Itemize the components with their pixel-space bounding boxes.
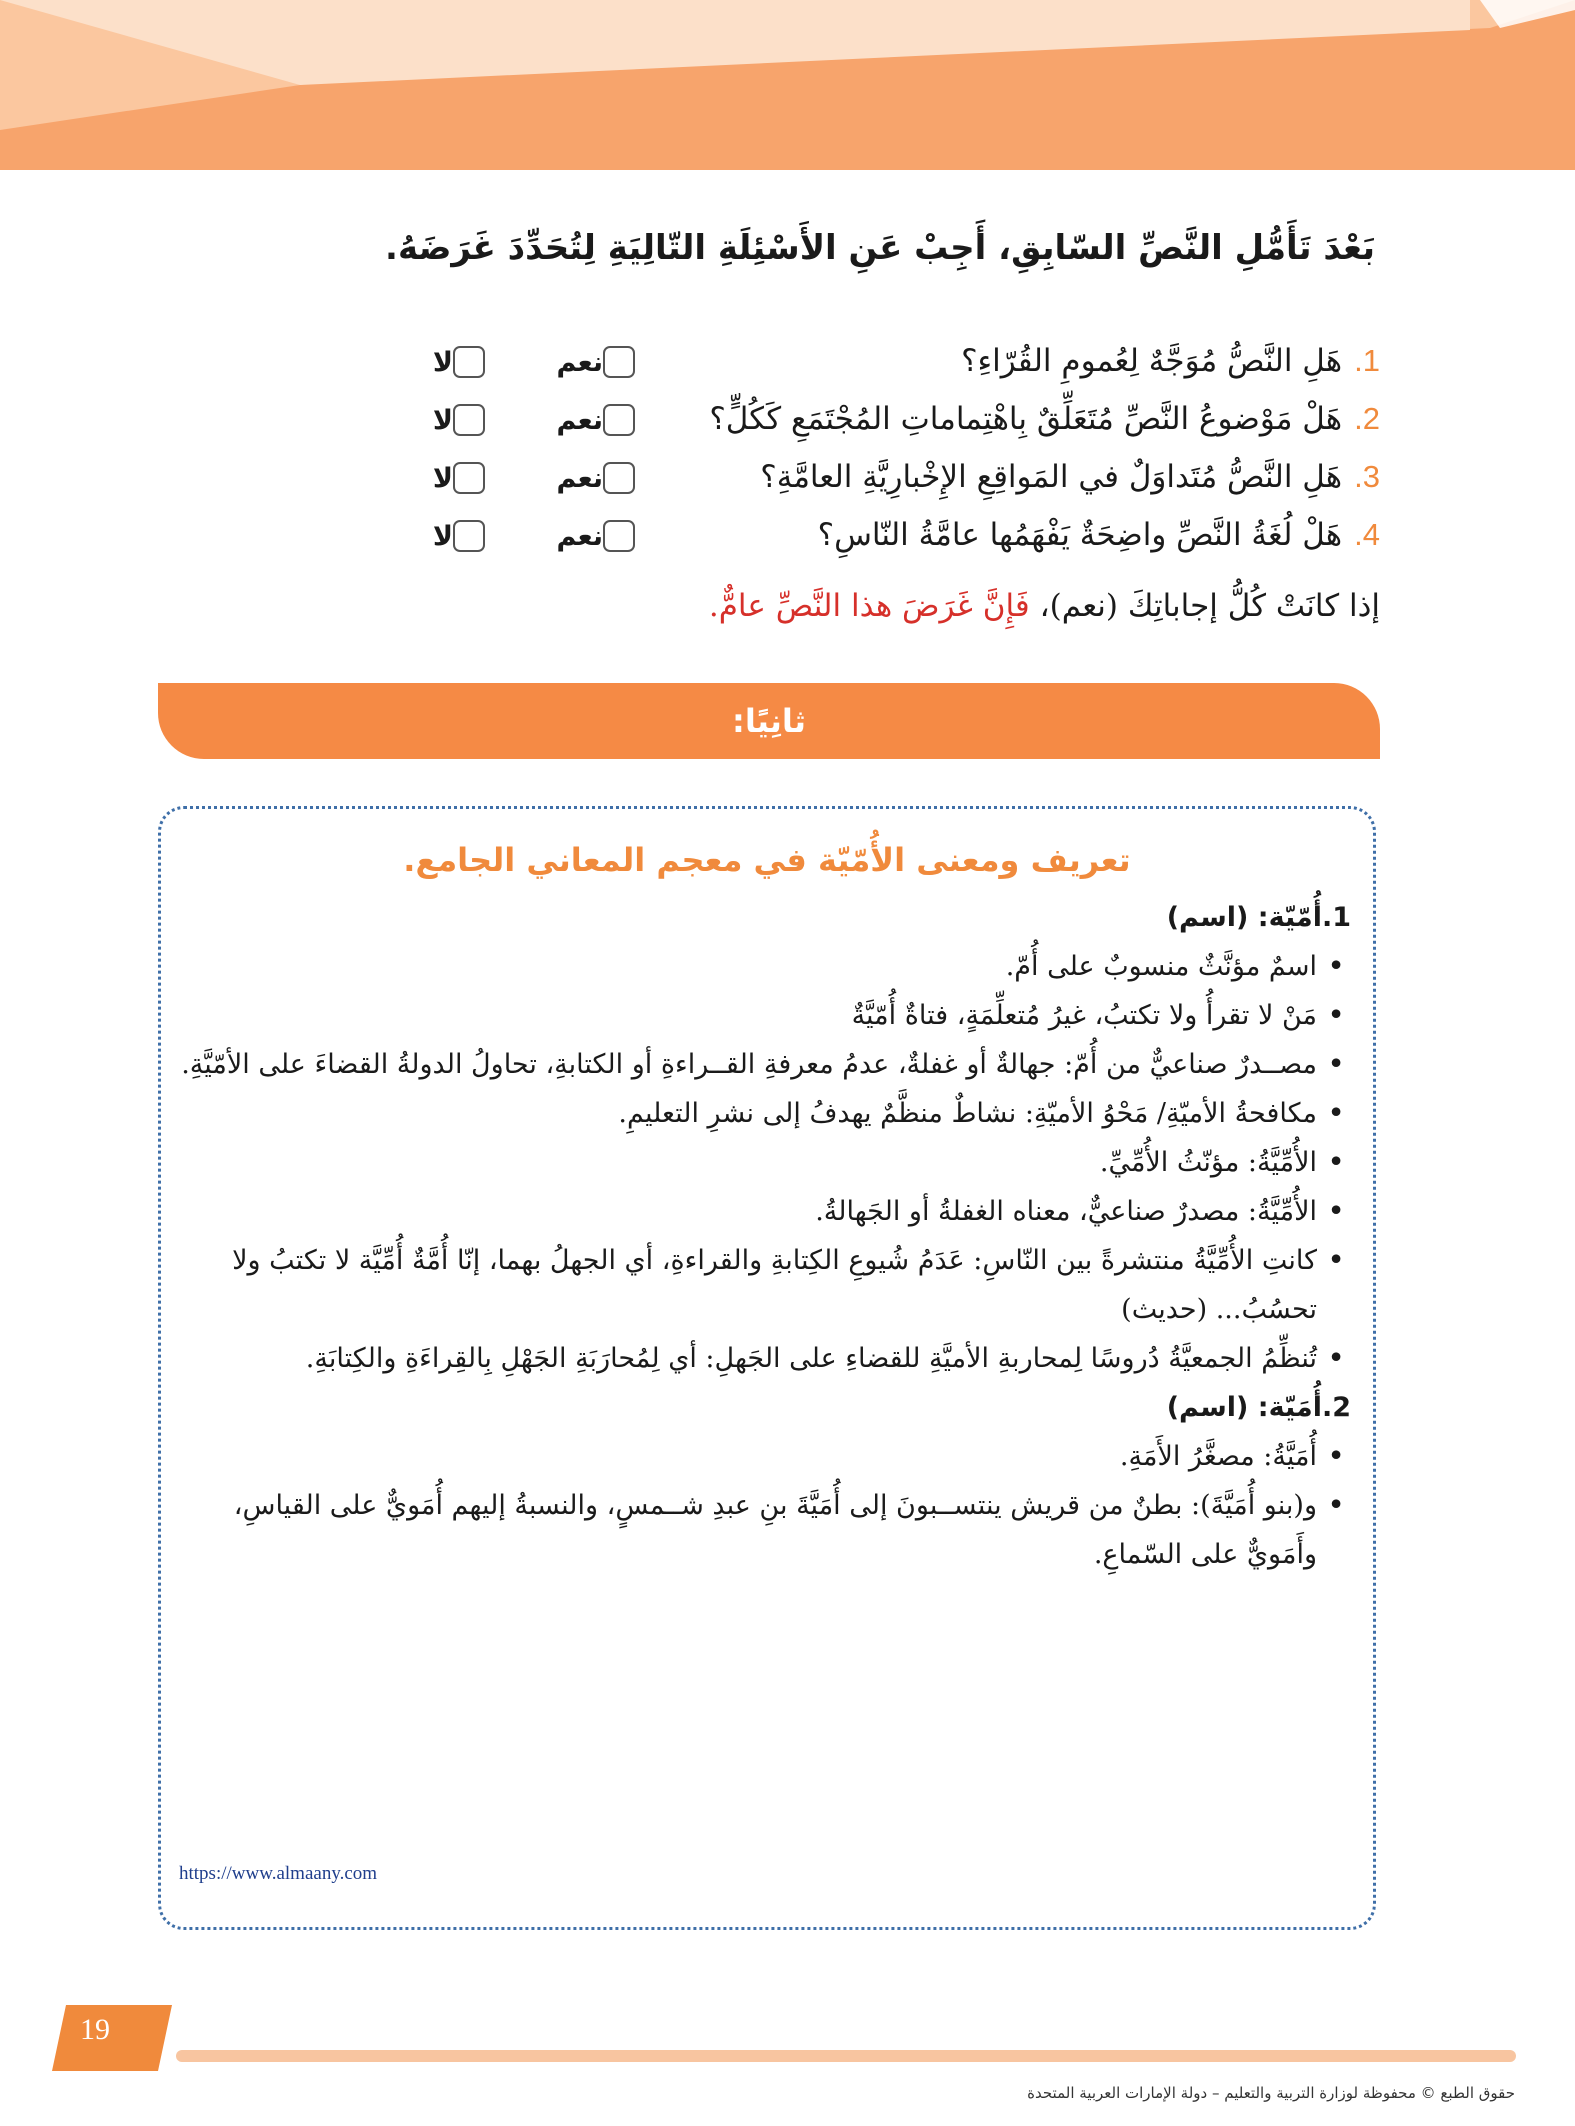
page-number-tab — [52, 2005, 172, 2071]
question-label: هَلْ مَوْضوعُ النَّصِّ مُتَعَلِّقٌ بِاهْتِماماتِ المُجْتَمَعِ كَكُلٍّ؟ — [709, 401, 1343, 437]
no-option[interactable] — [433, 462, 485, 494]
yes-no-questions — [180, 336, 1380, 568]
question-number: 4. — [1354, 517, 1380, 552]
yes-option[interactable] — [556, 404, 635, 436]
list-item: • أُمَيَّةُ: مصغَّرُ الأَمَةِ. — [179, 1432, 1317, 1481]
question-text — [961, 336, 1380, 386]
list-item: • مصــدرٌ صناعيٌّ من أُمّ: جهالةٌ أو غفلةٌ، عدمُ معرفةِ القــراءةِ أو الكتابةِ، تحاولُ الدولةُ القضاءَ على الأمّيَّةِ. — [179, 1040, 1317, 1089]
no-label: لا — [432, 404, 453, 436]
no-checkbox[interactable] — [453, 462, 485, 494]
yes-label: نعم — [556, 462, 603, 494]
list-item: • كانتِ الأُمِّيَّةُ منتشرةً بين النّاسِ: عَدَمُ شُيوعِ الكِتابةِ والقراءةِ، أي الجهلُ بهما، إنّا أُمَّةٌ أُمِّيَّة لا تكتبُ ولا تحسُبُ... (حديث) — [179, 1236, 1317, 1334]
question-number: 2. — [1354, 401, 1380, 436]
conclusion-prefix: إذا كانَتْ كُلُّ إجاباتِكَ (نعم)، — [1029, 588, 1380, 624]
yes-checkbox[interactable] — [603, 462, 635, 494]
no-option[interactable] — [433, 404, 485, 436]
section-title: ثانِيًا: — [732, 702, 806, 740]
conclusion-highlight: فَإِنَّ غَرَضَ هذا النَّصِّ عامٌّ. — [708, 588, 1030, 624]
question-label: هَلِ النَّصُّ مُتَداوَلٌ في المَواقِعِ الإِخْبارِيَّةِ العامَّةِ؟ — [760, 459, 1343, 495]
no-checkbox[interactable] — [453, 346, 485, 378]
no-checkbox[interactable] — [453, 404, 485, 436]
entry-heading: 1.أُمّيّة: (اسم) — [1166, 902, 1351, 933]
list-item: • مَنْ لا تقرأُ ولا تكتبُ، غيرُ مُتعلِّمَةٍ، فتاةٌ أُمّيَّةٌ — [179, 991, 1317, 1040]
yes-checkbox[interactable] — [603, 346, 635, 378]
question-row — [180, 394, 1380, 452]
no-option[interactable] — [433, 346, 485, 378]
section-header-bar — [158, 683, 1380, 759]
question-row — [180, 452, 1380, 510]
entry-heading: 2.أُمَيّة: (اسم) — [1166, 1392, 1351, 1423]
yes-checkbox[interactable] — [603, 520, 635, 552]
question-text — [760, 452, 1380, 502]
copyright-notice: حقوق الطبع © محفوظة لوزارة التربية والتعليم – دولة الإمارات العربية المتحدة — [1027, 2084, 1515, 2102]
list-item: • و(بنو أُمَيَّةَ): بطنٌ من قريش ينتســبونَ إلى أُمَيَّةَ بنِ عبدِ شــمسٍ، والنسبةُ إليهم أُمَويٌّ على القياسِ، وأَمَويٌّ على السّماعِ. — [179, 1481, 1317, 1579]
list-item: • الأُمِّيَّةُ: مؤنّثُ الأُمِّيِّ. — [179, 1138, 1317, 1187]
question-label: هَلْ لُغَةُ النَّصِّ واضِحَةٌ يَفْهَمُها عامَّةُ النّاسِ؟ — [817, 517, 1343, 553]
question-label: هَلِ النَّصُّ مُوَجَّهٌ لِعُمومِ القُرّاءِ؟ — [961, 343, 1343, 379]
list-item: • تُنظِّمُ الجمعيَّةُ دُروسًا لِمحاربةِ الأميَّةِ للقضاءِ على الجَهلِ: أي لِمُحارَبَةِ الجَهْلِ بِالقِراءَةِ والكِتابَةِ. — [179, 1334, 1317, 1383]
definition-title: تعريف ومعنى الأُمّيّة في معجم المعاني الجامع. — [403, 841, 1131, 879]
list-item: • الأُمِّيَّةُ: مصدرٌ صناعيٌّ، معناه الغفلةُ أو الجَهالةُ. — [179, 1187, 1317, 1236]
source-link[interactable]: https://www.almaany.com — [179, 1863, 378, 1884]
no-option[interactable] — [433, 520, 485, 552]
yes-label: نعم — [556, 520, 603, 552]
question-text — [709, 394, 1380, 444]
no-label: لا — [432, 520, 453, 552]
question-number: 1. — [1354, 343, 1380, 378]
page-number: 19 — [80, 2013, 110, 2046]
entry-list — [179, 1432, 1351, 1579]
yes-label: نعم — [556, 346, 603, 378]
yes-label: نعم — [556, 404, 603, 436]
no-label: لا — [432, 462, 453, 494]
no-checkbox[interactable] — [453, 520, 485, 552]
list-item: • اسمٌ مؤنَّثٌ منسوبٌ على أُمّ. — [179, 942, 1317, 991]
footer-bar — [176, 2050, 1516, 2062]
top-banner — [0, 0, 1575, 170]
question-row — [180, 510, 1380, 568]
definition-box — [158, 806, 1376, 1930]
entry-list — [179, 942, 1351, 1383]
question-row — [180, 336, 1380, 394]
conclusion-note — [180, 588, 1380, 624]
no-label: لا — [432, 346, 453, 378]
yes-option[interactable] — [556, 346, 635, 378]
list-item: • مكافحةُ الأميّةِ/ مَحْوُ الأميّةِ: نشاطٌ منظَّمٌ يهدفُ إلى نشرِ التعليمِ. — [179, 1089, 1317, 1138]
question-text — [818, 510, 1380, 560]
question-number: 3. — [1354, 459, 1380, 494]
definition-body — [179, 893, 1351, 1579]
yes-option[interactable] — [556, 462, 635, 494]
yes-option[interactable] — [556, 520, 635, 552]
yes-checkbox[interactable] — [603, 404, 635, 436]
instruction-heading: بَعْدَ تَأَمُّلِ النَّصِّ السّابِقِ، أَجِبْ عَنِ الأَسْئِلَةِ التّالِيَةِ لِتُحَدِّدَ غَرَضَهُ. — [385, 228, 1375, 268]
